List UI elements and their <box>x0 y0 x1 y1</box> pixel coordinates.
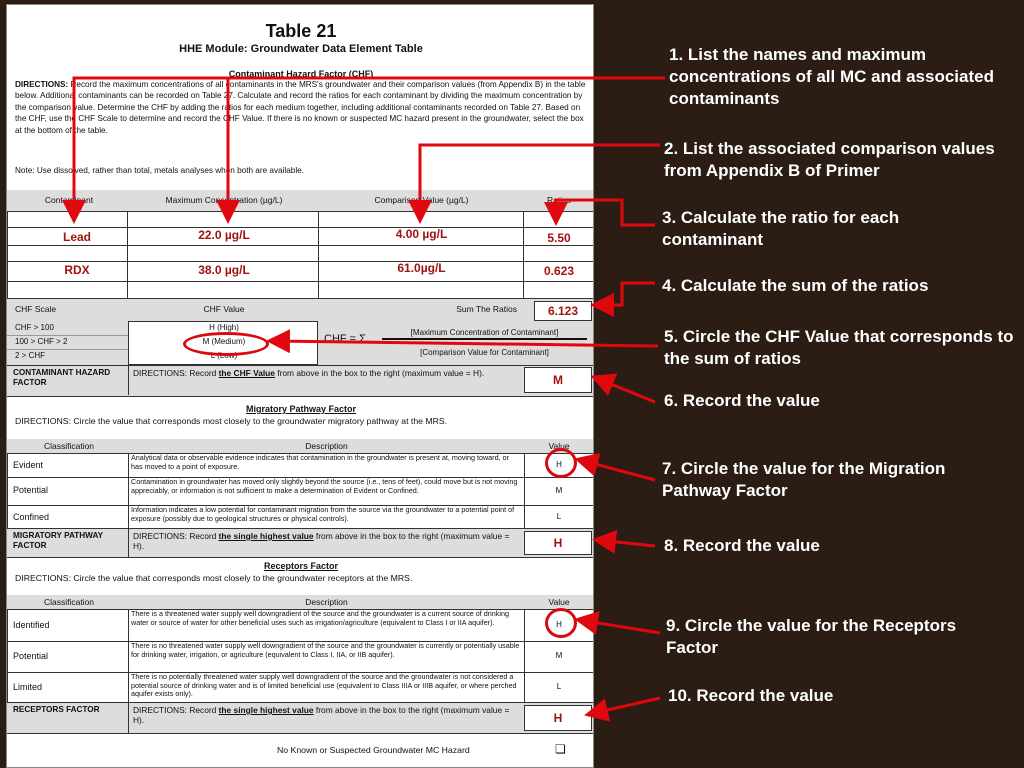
mig-class-potential: Potential <box>13 485 49 495</box>
directions-text: Record the maximum concentrations of all contaminants in the MRS's groundwater and their comparison values (from Appendix B) in the table below. Additional contaminants can be recorded on Table 27. Calculate and record the ratios for each contaminant by dividing the maximum concentration by the comparison value. Determine the CHF by adding the ratios for each medium together, including additional contaminants recorded on Table 27. Based on the CHF, use the CHF Scale to determine and record the CHF Value. If there is no known or suspected MC hazard present in the groundwater, select the box at the bottom of the table. <box>15 80 586 135</box>
rec-col-description: Description <box>305 597 348 607</box>
sum-ratios-label: Sum The Ratios <box>456 304 517 314</box>
scale-row-low: 2 > CHF <box>15 351 46 360</box>
row-1-comparison[interactable]: 4.00 µg/L <box>395 227 448 241</box>
row-2-comparison[interactable]: 61.0µg/L <box>397 261 446 275</box>
row-2-contaminant[interactable]: RDX <box>64 263 90 277</box>
chf-factor-dir-b: from above in the box to the right (maximum value = H). <box>274 368 485 378</box>
mig-directions: DIRECTIONS: Circle the value that corresponds most closely to the groundwater migratory pathway at the MRS. <box>15 416 448 426</box>
mig-col-classification: Classification <box>43 441 95 451</box>
arrow-9 <box>580 620 660 633</box>
chf-option-high[interactable]: H (High) <box>209 323 239 332</box>
table-title: Table 21 <box>265 21 337 41</box>
annotation-1: 1. List the names and maximum concentrations of all MC and associated contaminants <box>669 45 994 108</box>
mig-desc-confined: Information indicates a low potential for contaminant migration from the source via the groundwater to a potential point of exposure (possibly due to geological structures or physical controls). <box>131 505 515 523</box>
rec-value-potential[interactable]: M <box>555 651 563 660</box>
rec-factor-value[interactable]: H <box>524 705 592 731</box>
mig-desc-potential: Contamination in groundwater has moved only slightly beyond the source (i.e., tens of feet), could move but is not moving appreciably, or information is not sufficient to make a determination of Evident or Confined. <box>131 477 518 495</box>
no-hazard-label: No Known or Suspected Groundwater MC Hazard <box>277 745 470 755</box>
mig-col-value: Value <box>548 441 570 451</box>
arrow-4 <box>596 283 655 305</box>
chf-heading: Contaminant Hazard Factor (CHF) <box>228 69 374 79</box>
annotation-2: 2. List the associated comparison values from Appendix B of Primer <box>664 139 995 180</box>
rec-col-value: Value <box>548 597 570 607</box>
mig-factor-value[interactable]: H <box>524 531 592 555</box>
mig-col-description: Description <box>305 441 348 451</box>
row-1-contaminant[interactable]: Lead <box>62 230 91 244</box>
chf-factor-value[interactable]: M <box>524 367 592 393</box>
mig-class-evident: Evident <box>13 460 44 470</box>
rec-directions: DIRECTIONS: Circle the value that corresponds most closely to the groundwater receptors at the MRS. <box>15 573 413 583</box>
arrow-10 <box>590 698 660 714</box>
sum-ratios-value[interactable]: 6.123 <box>534 301 592 321</box>
chf-factor-dir-u: the CHF Value <box>218 368 275 378</box>
mig-value-potential[interactable]: M <box>555 486 563 495</box>
annotation-9: 9. Circle the value for the Receptors Factor <box>666 616 957 657</box>
directions-label: DIRECTIONS: <box>15 80 69 89</box>
rec-value-identified[interactable]: H <box>556 620 562 629</box>
annotation-7: 7. Circle the value for the Migration Pathway Factor <box>662 459 946 500</box>
mig-factor-dir-u: the single highest value <box>218 531 314 541</box>
arrow-7 <box>580 460 655 480</box>
chf-formula-numerator: [Maximum Concentration of Contaminant] <box>382 328 587 340</box>
annotation-4: 4. Calculate the sum of the ratios <box>662 276 929 295</box>
arrow-3 <box>556 200 655 225</box>
chf-factor-dir-a: Record <box>189 368 219 378</box>
rec-col-classification: Classification <box>43 597 95 607</box>
annotation-8: 8. Record the value <box>664 536 820 555</box>
mig-factor-dir-a: Record <box>189 531 219 541</box>
chf-factor-dir-label: DIRECTIONS: <box>133 368 187 378</box>
mig-class-confined: Confined <box>13 512 50 522</box>
chf-scale-label: CHF Scale <box>15 304 57 314</box>
table-subtitle: HHE Module: Groundwater Data Element Table <box>179 43 423 55</box>
chf-option-low[interactable]: L (Low) <box>210 351 238 360</box>
rec-desc-limited: There is no potentially threatened water supply well downgradient of the source and the groundwater is not considered a potential source of drinking water and is of limited beneficial use (equivalent to Class IIIA or IIIB aquifer, or where perched aquifer exists only). <box>131 672 517 699</box>
rec-factor-dir-label: DIRECTIONS: <box>133 705 187 715</box>
no-hazard-checkbox[interactable]: ❏ <box>555 742 566 756</box>
note-text: Note: Use dissolved, rather than total, metals analyses when both are available. <box>15 166 304 175</box>
chf-formula-denominator: [Comparison Value for Contaminant] <box>420 348 549 357</box>
col-comparison-value: Comparison Value (µg/L) <box>374 195 469 205</box>
scale-row-high: CHF > 100 <box>15 323 54 332</box>
row-1-ratio[interactable]: 5.50 <box>547 231 571 245</box>
rec-heading: Receptors Factor <box>263 561 339 571</box>
chf-formula-sigma: CHF = Σ <box>324 333 366 345</box>
col-ratios: Ratios <box>546 195 572 205</box>
row-1-max-concentration[interactable]: 22.0 µg/L <box>198 228 250 242</box>
rec-class-limited: Limited <box>13 682 43 692</box>
mig-desc-evident: Analytical data or observable evidence indicates that contamination in the groundwater is present at, moving toward, or has moved to a point of exposure. <box>131 453 509 471</box>
col-contaminant: Contaminant <box>44 195 94 205</box>
mig-value-evident[interactable]: H <box>556 460 562 469</box>
mig-heading: Migratory Pathway Factor <box>245 404 357 414</box>
rec-factor-dir-a: Record <box>189 705 219 715</box>
arrow-6 <box>596 378 655 402</box>
scale-row-medium: 100 > CHF > 2 <box>15 337 68 346</box>
annotation-5: 5. Circle the CHF Value that corresponds to the sum of ratios <box>664 327 1014 368</box>
rec-desc-potential: There is no threatened water supply well downgradient of the source and the groundwater is currently or potentially usable for drinking water, irrigation, or agriculture (equivalent to Class I, IIA, or IIB aquifer). <box>131 641 520 659</box>
chf-value-label: CHF Value <box>203 304 245 314</box>
rec-value-limited[interactable]: L <box>556 682 562 691</box>
rec-factor-dir-b: from above in the box to the right (maximum value = H). <box>133 705 510 725</box>
mig-value-confined[interactable]: L <box>556 512 562 521</box>
arrow-8 <box>598 540 655 546</box>
annotation-10: 10. Record the value <box>668 686 834 705</box>
chf-factor-label: CONTAMINANT HAZARD FACTOR <box>13 368 111 387</box>
row-2-max-concentration[interactable]: 38.0 µg/L <box>198 263 250 277</box>
arrow-5 <box>272 341 658 346</box>
mig-factor-label: MIGRATORY PATHWAY FACTOR <box>13 531 103 550</box>
chf-option-medium[interactable]: M (Medium) <box>202 337 246 346</box>
rec-desc-identified: There is a threatened water supply well downgradient of the source and the groundwater is a current source of drinking water or source of water for other beneficial uses such as irrigation/agriculture (equivalent to Class I or IIA aquifer). <box>131 609 509 627</box>
annotation-3: 3. Calculate the ratio for each contaminant <box>662 208 900 249</box>
rec-class-potential: Potential <box>13 651 49 661</box>
arrow-1a <box>74 78 665 218</box>
rec-class-identified: Identified <box>13 620 50 630</box>
rec-factor-dir-u: the single highest value <box>218 705 314 715</box>
arrow-2 <box>420 145 660 218</box>
rec-factor-label: RECEPTORS FACTOR <box>13 705 100 714</box>
row-2-ratio[interactable]: 0.623 <box>543 264 575 278</box>
annotation-6: 6. Record the value <box>664 391 820 410</box>
col-max-concentration: Maximum Concentration (µg/L) <box>165 195 283 205</box>
mig-factor-dir-b: from above in the box to the right (maximum value = H). <box>133 531 510 551</box>
mig-factor-dir-label: DIRECTIONS: <box>133 531 187 541</box>
